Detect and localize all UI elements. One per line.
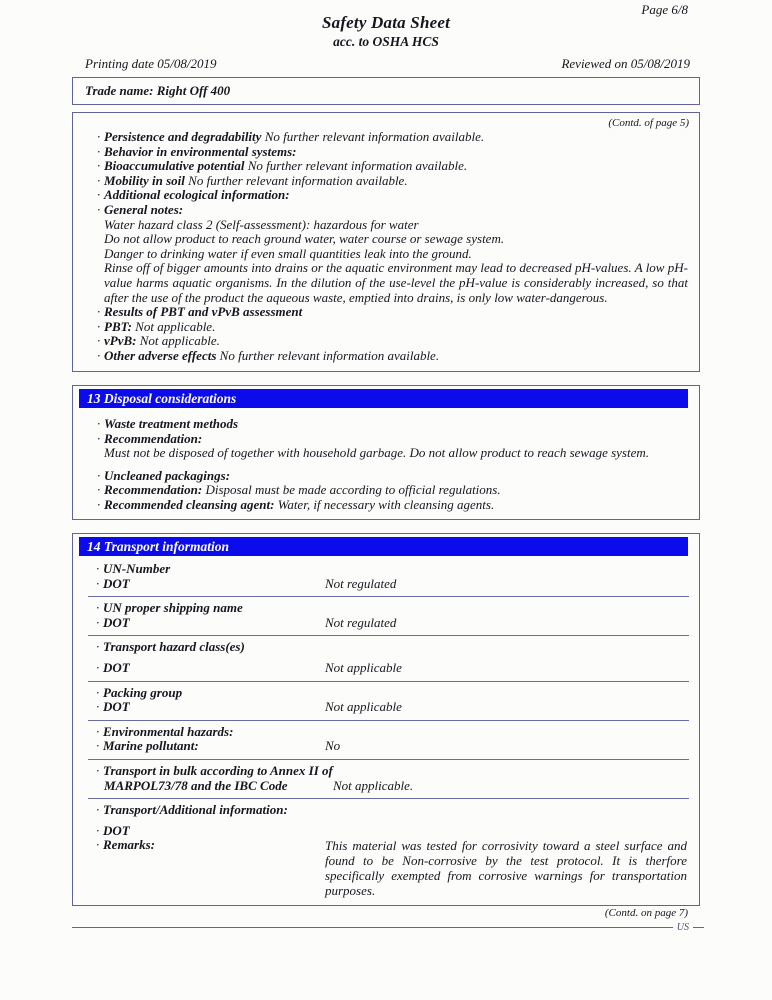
bullet: ·: [96, 600, 100, 616]
table-row: [88, 597, 689, 636]
bullet: ·: [97, 172, 101, 188]
row-sublabel: [96, 661, 325, 676]
contd-on-page-note: (Contd. on page 7): [604, 907, 688, 919]
disposal-note: Must not be disposed of together with household garbage. Do not allow product to reach sewage system.: [104, 445, 649, 461]
row-sublabel: [96, 739, 325, 754]
table-row: [88, 558, 689, 597]
bullet: ·: [97, 318, 101, 334]
item-label: Mobility in soil: [104, 172, 185, 188]
ecology-item: [97, 159, 689, 174]
bullet: ·: [97, 304, 101, 320]
general-note: Do not allow product to reach ground water, water course or sewage system.: [104, 231, 505, 247]
bullet: ·: [97, 333, 101, 349]
bullet: ·: [97, 129, 101, 144]
item-text: No further relevant information available.: [216, 347, 440, 363]
table-row: [88, 799, 689, 903]
row-label-line: [96, 764, 689, 779]
bullet: ·: [97, 347, 101, 363]
ecology-item: [97, 145, 689, 160]
row-label: Environmental hazards:: [103, 723, 234, 739]
bullet: ·: [97, 158, 101, 174]
pbt-item: [97, 305, 689, 320]
item-label: Waste treatment methods: [104, 416, 239, 431]
item-label: Additional ecological information:: [104, 187, 290, 203]
rinse-note: Rinse off of bigger amounts into drains or the aquatic environment may lead to decreased pH-values. A low pH-value harms aquatic organisms. In the dilution of the use-level the pH-value is considerably increased, so that after the use of the product the aqueous waste, emptied into drains, is only low water-dangerous.: [104, 260, 688, 305]
row-value-line: [96, 779, 689, 794]
country-code: US: [676, 922, 689, 933]
bullet: ·: [96, 659, 100, 675]
bullet: ·: [96, 762, 100, 778]
disposal-item: [97, 469, 689, 484]
footer-rule: [72, 922, 704, 933]
transport-table: [73, 558, 699, 903]
row-value-line: [96, 661, 689, 676]
row-label-line: [96, 601, 689, 616]
row-sublabel-text: DOT: [103, 699, 130, 715]
row-sublabel: [104, 779, 333, 794]
row-value: Not applicable: [325, 699, 402, 715]
row-sublabel-text: DOT: [103, 822, 130, 838]
row-sublabel-text: DOT: [103, 659, 130, 675]
row-label: UN-Number: [103, 561, 171, 576]
document-title: Safety Data Sheet: [321, 13, 451, 32]
reviewed-date: Reviewed on 05/08/2019: [561, 56, 690, 71]
pbt-item: [97, 334, 689, 349]
pbt-item: [97, 320, 689, 335]
contd-of-page-note: (Contd. of page 5): [608, 117, 689, 129]
row-sublabel-text: Marine pollutant:: [103, 738, 199, 754]
disposal-content: [73, 408, 699, 513]
bullet: ·: [96, 723, 100, 739]
ecology-item: [97, 203, 689, 218]
item-label: Recommendation:: [104, 430, 203, 446]
bullet: ·: [96, 822, 100, 838]
item-text: No further relevant information available.: [184, 172, 408, 188]
item-label: Persistence and degradability: [104, 129, 262, 144]
row-label: Transport hazard class(es): [103, 639, 245, 655]
row-remarks-line: [96, 838, 689, 898]
item-text: No further relevant information available.: [244, 158, 468, 174]
footer-line-end: [693, 927, 704, 929]
bullet: ·: [96, 837, 100, 853]
row-sublabel: [96, 577, 325, 592]
row-label: Transport in bulk according to Annex II of: [103, 762, 333, 778]
bullet: ·: [97, 143, 101, 159]
row-value-line: [96, 616, 689, 631]
item-label: Results of PBT and vPvB assessment: [104, 304, 303, 320]
ecology-content: [73, 130, 699, 364]
bullet: ·: [97, 430, 101, 446]
row-sublabel-text: DOT: [103, 614, 130, 630]
row-value-line: [96, 577, 689, 592]
section-13-header: [79, 389, 688, 408]
row-sublabel-text: MARPOL73/78 and the IBC Code: [104, 777, 288, 793]
ecology-item: [97, 188, 689, 203]
disposal-item: [97, 498, 689, 513]
table-row: [88, 721, 689, 760]
bullet: ·: [96, 575, 100, 591]
dates-row: [85, 56, 690, 72]
item-label: Behavior in environmental systems:: [104, 143, 297, 159]
bullet: ·: [96, 699, 100, 715]
row-sublabel-line: [96, 824, 689, 839]
table-row: [88, 682, 689, 721]
disposal-section-box: [72, 385, 700, 520]
ecology-item: [97, 174, 689, 189]
pbt-item: [97, 349, 689, 364]
row-label-line: [96, 640, 689, 655]
footer-line: [72, 927, 673, 929]
row-sublabel: [96, 616, 325, 631]
item-label: General notes:: [104, 201, 184, 217]
document-subtitle: acc. to OSHA HCS: [333, 34, 439, 49]
item-label: Bioaccumulative potential: [104, 158, 245, 174]
bullet: ·: [96, 639, 100, 655]
trade-name: Trade name: Right Off 400: [85, 83, 231, 98]
row-label: Transport/Additional information:: [103, 802, 288, 818]
item-text: Not applicable.: [136, 333, 220, 349]
item-label: PBT:: [104, 318, 132, 334]
transport-section-box: [72, 533, 700, 906]
item-label: Other adverse effects: [104, 347, 217, 363]
item-text: Not applicable.: [131, 318, 216, 334]
remarks-text: This material was tested for corrosivity toward a steel surface and found to be Non-corrosive by the test protocol. It is therfore specifically exempted from corrosive warnings for transportation purposes.: [325, 838, 687, 899]
bullet: ·: [96, 684, 100, 700]
section-14-header: [79, 537, 688, 556]
general-note: Danger to drinking water if even small quantities leak into the ground.: [104, 245, 472, 261]
general-note: Water hazard class 2 (Self-assessment): hazardous for water: [104, 216, 419, 232]
row-label-line: [96, 686, 689, 701]
trade-name-box: [72, 77, 700, 105]
table-row: [88, 636, 689, 681]
bullet: ·: [96, 614, 100, 630]
bullet: ·: [97, 467, 101, 483]
row-label: UN proper shipping name: [103, 600, 243, 616]
row-value: No: [325, 738, 341, 754]
row-value-line: [96, 739, 689, 754]
item-text: Water, if necessary with cleansing agents.: [274, 496, 495, 512]
page-number: Page 6/8: [641, 2, 688, 17]
row-label-line: [96, 562, 689, 577]
bullet: ·: [97, 416, 101, 431]
row-label-line: [96, 725, 689, 740]
row-label: Packing group: [103, 684, 183, 700]
item-label: Recommended cleansing agent:: [104, 496, 275, 512]
bullet: ·: [96, 738, 100, 754]
item-label: Recommendation:: [104, 482, 203, 498]
item-text: Disposal must be made according to official regulations.: [202, 482, 501, 498]
bullet: ·: [96, 802, 100, 818]
disposal-item: [97, 417, 689, 432]
bullet: ·: [97, 496, 101, 512]
disposal-item: [97, 483, 689, 498]
row-value: Not regulated: [325, 614, 397, 630]
item-label: vPvB:: [104, 333, 137, 349]
row-value: Not regulated: [325, 575, 397, 591]
row-sublabel-text: DOT: [103, 575, 130, 591]
bullet: ·: [97, 187, 101, 203]
section-14-title: 14 Transport information: [87, 538, 230, 554]
row-sublabel: [96, 700, 325, 715]
bullet: ·: [96, 561, 100, 576]
remarks-label: [96, 838, 325, 898]
bullet: ·: [97, 482, 101, 498]
row-label-line: [96, 803, 689, 818]
table-row: [88, 760, 689, 799]
ecology-section-box: [72, 112, 700, 372]
bullet: ·: [97, 201, 101, 217]
row-value: Not applicable.: [333, 777, 414, 793]
ecology-item: [97, 130, 689, 145]
row-value-line: [96, 700, 689, 715]
item-label: Uncleaned packagings:: [104, 467, 231, 483]
row-value: Not applicable: [325, 659, 402, 675]
section-13-title: 13 Disposal considerations: [87, 390, 237, 406]
item-text: No further relevant information available.: [261, 129, 485, 144]
disposal-item: [97, 432, 689, 447]
remarks-label-text: Remarks:: [103, 837, 155, 853]
printing-date: Printing date 05/08/2019: [85, 56, 217, 71]
